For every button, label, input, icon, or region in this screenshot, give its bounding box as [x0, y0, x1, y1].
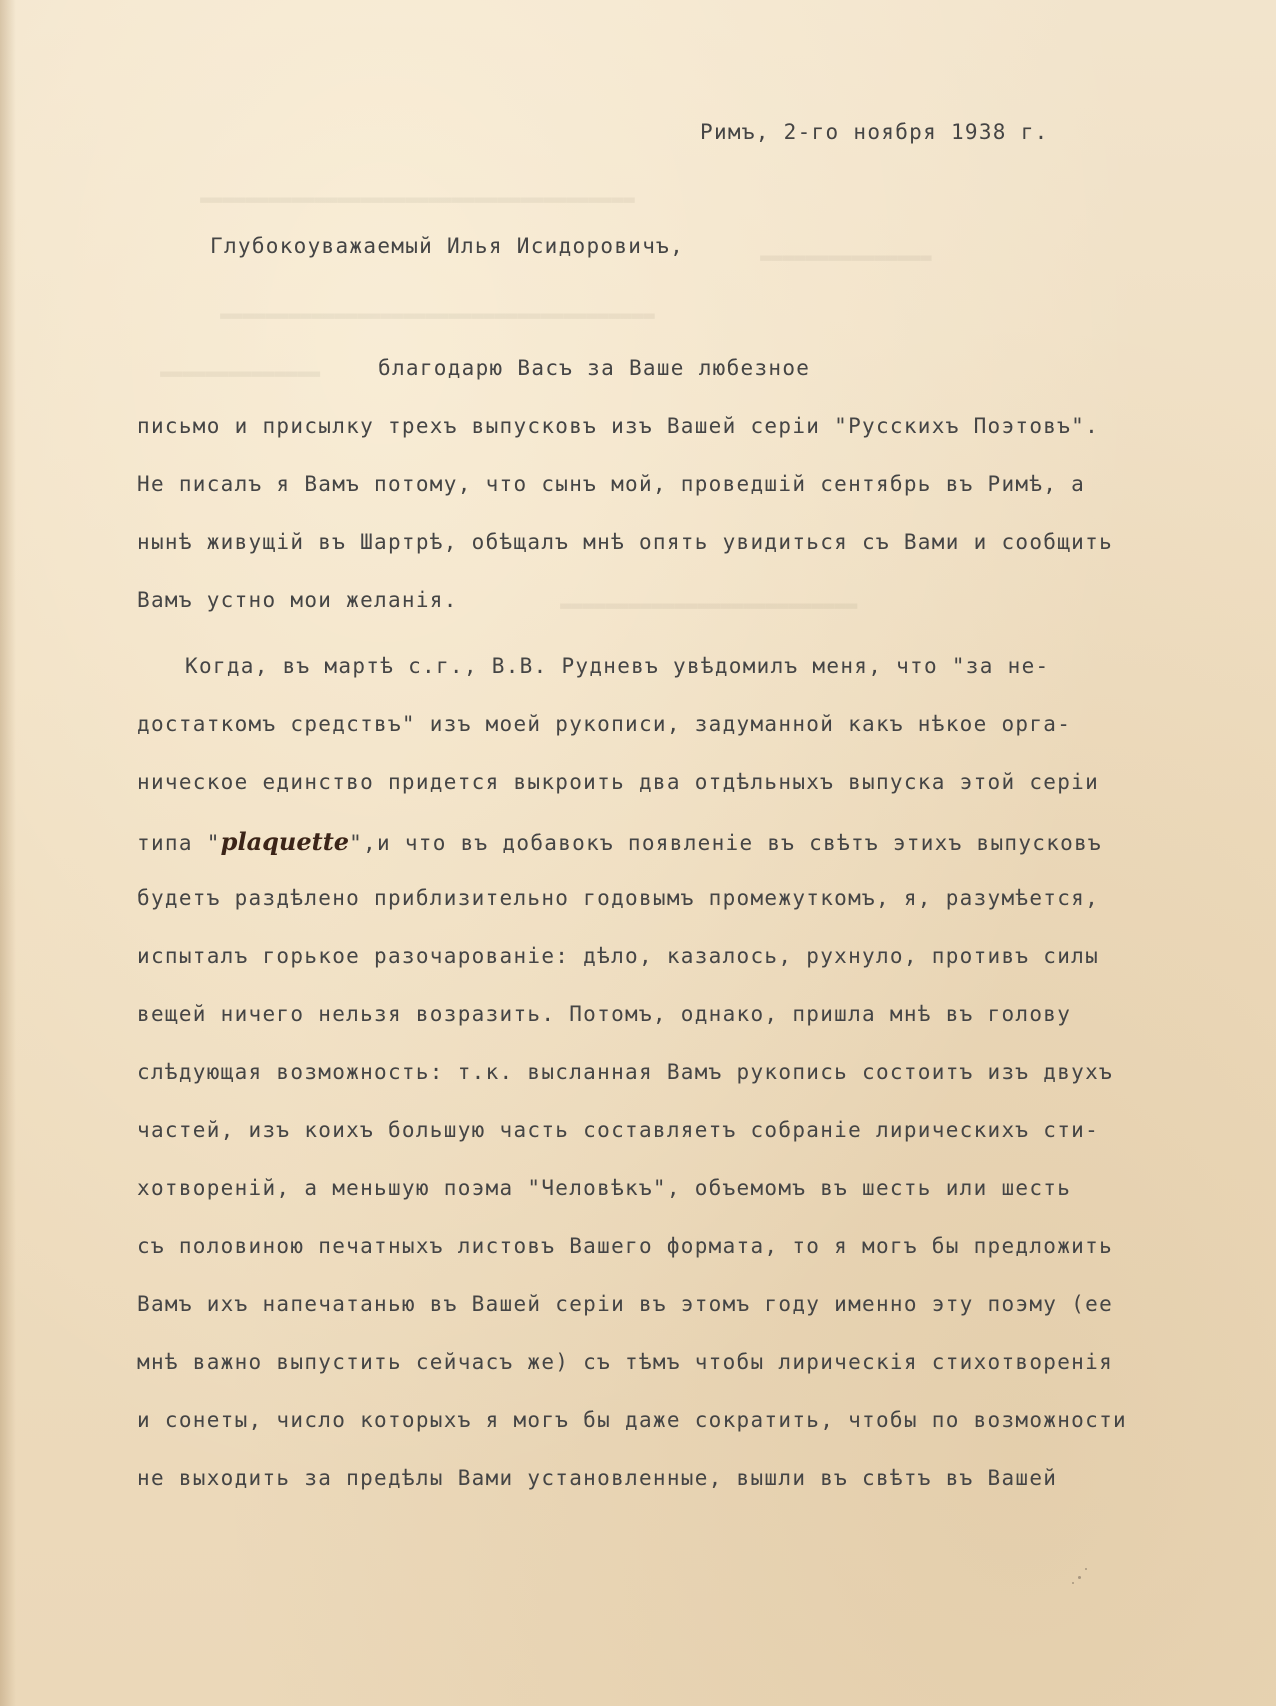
paper-speck: [1072, 1582, 1074, 1584]
letter-line: Вамъ ихъ напечатанью въ Вашей серіи въ этомъ году именно эту поэму (ее: [137, 1292, 1114, 1316]
reverse-bleed: ▬▬▬▬▬▬▬▬▬▬▬▬▬▬▬: [760, 246, 932, 268]
reverse-bleed: ▬▬▬▬▬▬▬▬▬▬▬▬▬▬▬▬▬▬▬▬▬▬▬▬▬▬▬▬▬▬▬▬▬▬▬▬▬▬: [200, 188, 635, 210]
reverse-bleed: ▬▬▬▬▬▬▬▬▬▬▬▬▬▬▬▬▬▬▬▬▬▬▬▬▬▬: [560, 594, 858, 616]
letter-line: испыталъ горькое разочарованіе: дѣло, казалось, рухнуло, противъ силы: [137, 944, 1100, 968]
letter-line: Вамъ устно мои желанія.: [137, 588, 458, 612]
letter-line: вещей ничего нельзя возразить. Потомъ, однако, пришла мнѣ въ голову: [137, 1002, 1072, 1026]
letter-line: будетъ раздѣлено приблизительно годовымъ промежуткомъ, я, разумѣется,: [137, 886, 1100, 910]
letter-line: благодарю Васъ за Ваше любезное: [378, 356, 811, 380]
letter-dateline: Римъ, 2-го ноября 1938 г.: [700, 120, 1049, 144]
letter-line: Не писалъ я Вамъ потому, что сынъ мой, проведшій сентябрь въ Римѣ, а: [137, 472, 1086, 496]
paper-speck: [1085, 1568, 1087, 1570]
letter-line: и сонеты, число которыхъ я могъ бы даже сократить, чтобы по возможности: [137, 1408, 1127, 1432]
handwritten-word: plaquette: [220, 827, 350, 856]
letter-line-handwritten-insert: [137, 827, 1102, 856]
letter-line: нынѣ живущій въ Шартрѣ, обѣщалъ мнѣ опять увидиться съ Вами и сообщить: [137, 530, 1114, 554]
letter-line: слѣдующая возможность: т.к. высланная Вамъ рукопись состоитъ изъ двухъ: [137, 1060, 1114, 1084]
letter-line: мнѣ важно выпустить сейчасъ же) съ тѣмъ чтобы лирическія стихотворенія: [137, 1350, 1114, 1374]
letter-line: Когда, въ мартѣ с.г., В.В. Рудневъ увѣдомилъ меня, что "за не-: [185, 654, 1050, 678]
letter-salutation: Глубокоуважаемый Илья Исидоровичъ,: [210, 234, 685, 258]
line-suffix: ",и что въ добавокъ появленіе въ свѣтъ этихъ выпусковъ: [349, 831, 1102, 855]
reverse-bleed: ▬▬▬▬▬▬▬▬▬▬▬▬▬▬: [160, 362, 321, 384]
letter-line: письмо и присылку трехъ выпусковъ изъ Вашей серіи "Русскихъ Поэтовъ".: [137, 414, 1100, 438]
reverse-bleed: ▬▬▬▬▬▬▬▬▬▬▬▬▬▬▬▬▬▬▬▬▬▬▬▬▬▬▬▬▬▬▬▬▬▬▬▬▬▬: [220, 304, 655, 326]
letter-line: достаткомъ средствъ" изъ моей рукописи, задуманной какъ нѣкое орга-: [137, 712, 1072, 736]
letter-line: хотвореній, а меньшую поэма "Человѣкъ", объемомъ въ шесть или шесть: [137, 1176, 1072, 1200]
line-prefix: типа ": [137, 831, 221, 855]
letter-line: ническое единство придется выкроить два отдѣльныхъ выпуска этой серіи: [137, 770, 1100, 794]
letter-line: не выходить за предѣлы Вами установленные, вышли въ свѣтъ въ Вашей: [137, 1466, 1058, 1490]
paper-speck: [1078, 1576, 1081, 1579]
letter-line: частей, изъ коихъ большую часть составляетъ собраніе лирическихъ сти-: [137, 1118, 1100, 1142]
page-edge-shadow: [0, 0, 16, 1706]
letter-line: съ половиною печатныхъ листовъ Вашего формата, то я могъ бы предложить: [137, 1234, 1114, 1258]
